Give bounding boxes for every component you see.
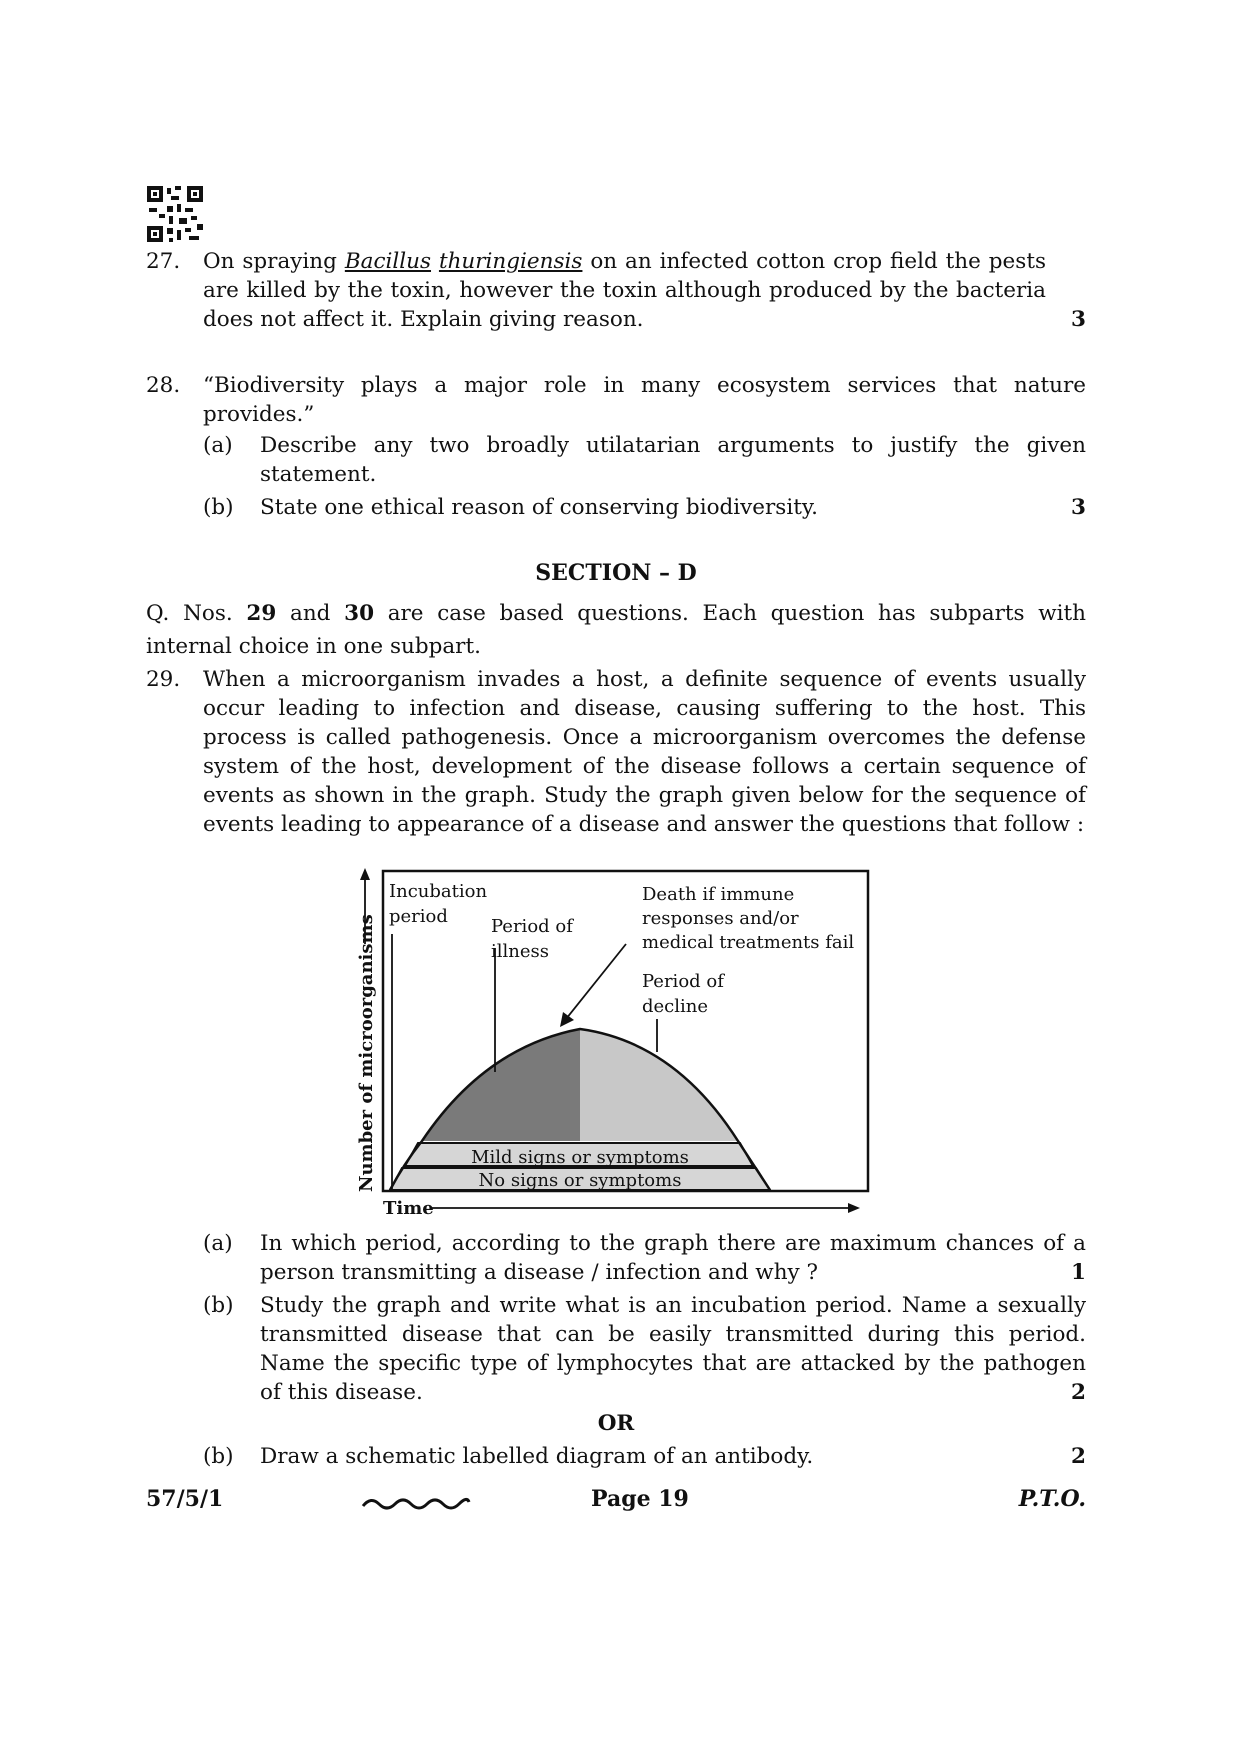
question-text: On spraying Bacillus thuringiensis on an infected cotton crop field the pests are killed by the toxin, however the toxin although produced by the bacteria does not affect it. Explain giving reason. [203,249,1046,332]
decline-region [580,1029,738,1141]
death-label-2: responses and/or [642,908,799,929]
x-axis-label: Time [383,1198,434,1217]
illness-label-2: illness [491,941,549,962]
subpart-b-alternative: (b) Draw a schematic labelled diagram of an antibody. 2 [203,1444,1086,1469]
x-axis-arrowhead-icon [848,1203,860,1213]
question-text: When a microorganism invades a host, a definite sequence of events usually occur leading to infection and disease, causing suffering to the host. This process is called pathogenesis. Once a microorganism overcomes the defense system of the host, development of the disease follows a certain sequence of events as shown in the graph. Study the graph given below for the sequence of events leading to appearance of a disease and answer the questions that follow : [203,667,1086,837]
question-27 [146,247,1086,334]
paper-code: 57/5/1 [146,1486,224,1512]
subpart-a: (a) Describe any two broadly utilatarian arguments to justify the given statement. [203,433,1086,487]
question-29 [146,665,1086,839]
genus-name: Bacillus [344,249,432,274]
or-separator: OR [597,1411,635,1436]
page-footer [146,1486,1086,1520]
pathogenesis-graph [350,862,870,1217]
marks: 3 [1071,495,1086,520]
section-title: SECTION – D [535,560,697,586]
subpart-b: (b) State one ethical reason of conserving biodiversity. [203,495,818,520]
marks: 1 [1071,1260,1086,1285]
question-text: “Biodiversity plays a major role in many ecosystem services that nature provides.” [203,373,1086,427]
question-number: 28. [146,373,181,398]
decline-label-2: decline [642,996,709,1017]
question-29-subparts [146,1229,1086,1471]
death-arrowhead-icon [560,1012,574,1027]
subpart-b: (b) Study the graph and write what is an incubation period. Name a sexually transmitted disease that can be easily transmitted during this period. Name the specific type of lymphocytes that are attacked by the pathogen of this disease. 2 [203,1293,1086,1405]
marks: 2 [1071,1380,1086,1405]
page-number: Page 19 [591,1486,689,1512]
illness-label-1: Period of [491,916,573,937]
death-label-1: Death if immune [642,884,795,905]
section-instructions: Q. Nos. 29 and 30 are case based questions. Each question has subparts with internal choice in one subpart. [146,601,1086,659]
decline-label-1: Period of [642,971,724,992]
question-28 [146,371,1086,522]
question-number: 27. [146,249,181,274]
illness-region [422,1029,580,1141]
y-axis-arrowhead-icon [360,868,370,880]
death-label-3: medical treatments fail [642,932,855,953]
please-turn-over: P.T.O. [1018,1486,1086,1512]
wave-ornament-icon [361,1492,471,1514]
species-name: thuringiensis [438,249,583,274]
no-symptoms-label: No signs or symptoms [478,1170,682,1191]
marks: 2 [1071,1444,1086,1469]
question-number: 29. [146,667,181,692]
qr-code-icon [147,186,203,242]
death-arrow-line [566,944,626,1019]
incubation-label-2: period [389,906,448,927]
subpart-a: (a) In which period, according to the graph there are maximum chances of a person transmitting a disease / infection and why ? 1 [203,1231,1086,1285]
marks: 3 [1071,307,1086,332]
incubation-label-1: Incubation [389,881,488,902]
y-axis-label: Number of microorganisms [356,914,377,1192]
mild-symptoms-label: Mild signs or symptoms [471,1147,689,1168]
